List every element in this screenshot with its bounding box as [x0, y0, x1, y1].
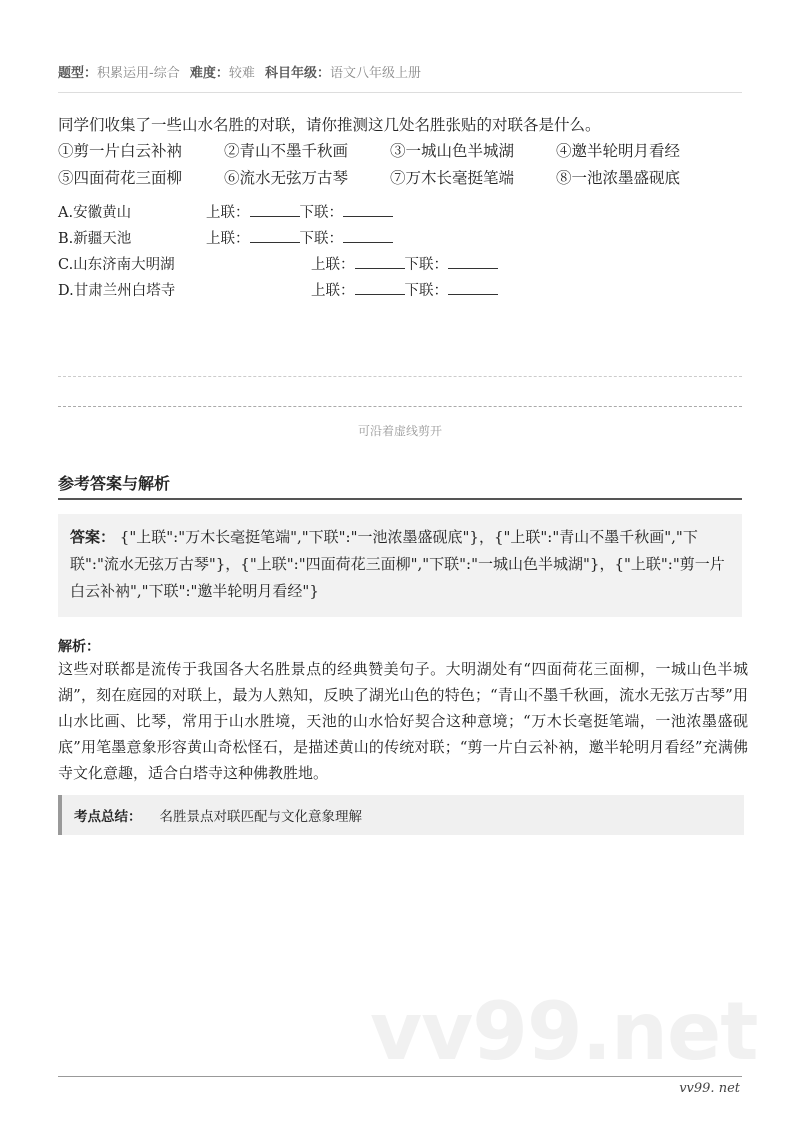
lower-label: 下联：: [299, 231, 343, 247]
divider: [58, 92, 742, 93]
answer-label: 答案：: [70, 528, 116, 546]
footer-divider: [58, 1076, 742, 1077]
option-8: ⑧一池浓墨盛砚底: [556, 169, 681, 187]
cut-hint: 可沿着虚线剪开: [357, 424, 442, 438]
grade-value: 语文八年级上册: [330, 66, 422, 81]
upper-blank[interactable]: [355, 280, 405, 295]
option-1: ①剪一片白云补衲: [58, 142, 183, 160]
answer-text: {"上联":"万木长毫挺笔端","下联":"一池浓墨盛砚底"}，{"上联":"青山不墨千秋画","下联":"流水无弦万古琴"}，{"上联":"四面荷花三面柳","下联":"一城山色半城湖"}，{"上联":"剪一片白云补衲","下联":"邀半轮明月看经"}: [70, 528, 725, 600]
section-divider: [58, 498, 742, 500]
watermark: vv99.net: [370, 985, 758, 1078]
footer-site: vv99. net: [679, 1081, 740, 1096]
upper-label: 上联：: [311, 283, 355, 299]
cut-line: [58, 406, 742, 407]
option-4: ④邀半轮明月看经: [556, 142, 681, 160]
lower-label: 下联：: [404, 283, 448, 299]
summary-label: 考点总结：: [74, 809, 142, 825]
answer-box: [58, 514, 742, 617]
question-meta: [58, 62, 427, 81]
analysis-text: 这些对联都是流传于我国各大名胜景点的经典赞美句子。大明湖处有“四面荷花三面柳，一城山色半城湖”，刻在庭园的对联上，最为人熟知，反映了湖光山色的特色；“青山不墨千秋画，流水无弦万古琴”用山水比画、比琴，常用于山水胜境，天池的山水恰好契合这种意境；“万木长毫挺笔端，一池浓墨盛砚底”用笔墨意象形容黄山奇松怪石，是描述黄山的传统对联；“剪一片白云补衲，邀半轮明月看经”充满佛寺文化意趣，适合白塔寺这种佛教胜地。: [58, 660, 748, 782]
answer-section-title: 参考答案与解析: [58, 474, 171, 493]
question-prompt: 同学们收集了一些山水名胜的对联，请你推测这几处名胜张贴的对联各是什么。: [58, 116, 601, 134]
option-2: ②青山不墨千秋画: [224, 142, 349, 160]
couplet-options: [58, 138, 758, 192]
upper-blank[interactable]: [250, 228, 300, 243]
type-label: 题型：: [58, 66, 98, 81]
summary-box: [58, 795, 744, 835]
grade-label: 科目年级：: [265, 66, 331, 81]
upper-blank[interactable]: [355, 254, 405, 269]
analysis-label: 解析：: [58, 639, 100, 655]
lower-label: 下联：: [299, 205, 343, 221]
type-value: 积累运用-综合: [97, 66, 180, 81]
lower-blank[interactable]: [448, 254, 498, 269]
place-name: D.甘肃兰州白塔寺: [58, 283, 176, 299]
option-3: ③一城山色半城湖: [390, 142, 515, 160]
option-6: ⑥流水无弦万古琴: [224, 169, 349, 187]
lower-blank[interactable]: [343, 202, 393, 217]
difficulty-value: 较难: [228, 66, 255, 81]
place-name: A.安徽黄山: [58, 205, 132, 221]
upper-label: 上联：: [206, 231, 250, 247]
difficulty-label: 难度：: [189, 66, 229, 81]
upper-label: 上联：: [206, 205, 250, 221]
cut-line-top: [58, 376, 742, 377]
lower-blank[interactable]: [343, 228, 393, 243]
option-7: ⑦万木长毫挺笔端: [390, 169, 515, 187]
lower-label: 下联：: [404, 257, 448, 273]
lower-blank[interactable]: [448, 280, 498, 295]
place-name: B.新疆天池: [58, 231, 132, 247]
place-name: C.山东济南大明湖: [58, 257, 175, 273]
upper-blank[interactable]: [250, 202, 300, 217]
summary-text: 名胜景点对联匹配与文化意象理解: [159, 809, 362, 825]
upper-label: 上联：: [311, 257, 355, 273]
option-5: ⑤四面荷花三面柳: [58, 169, 183, 187]
